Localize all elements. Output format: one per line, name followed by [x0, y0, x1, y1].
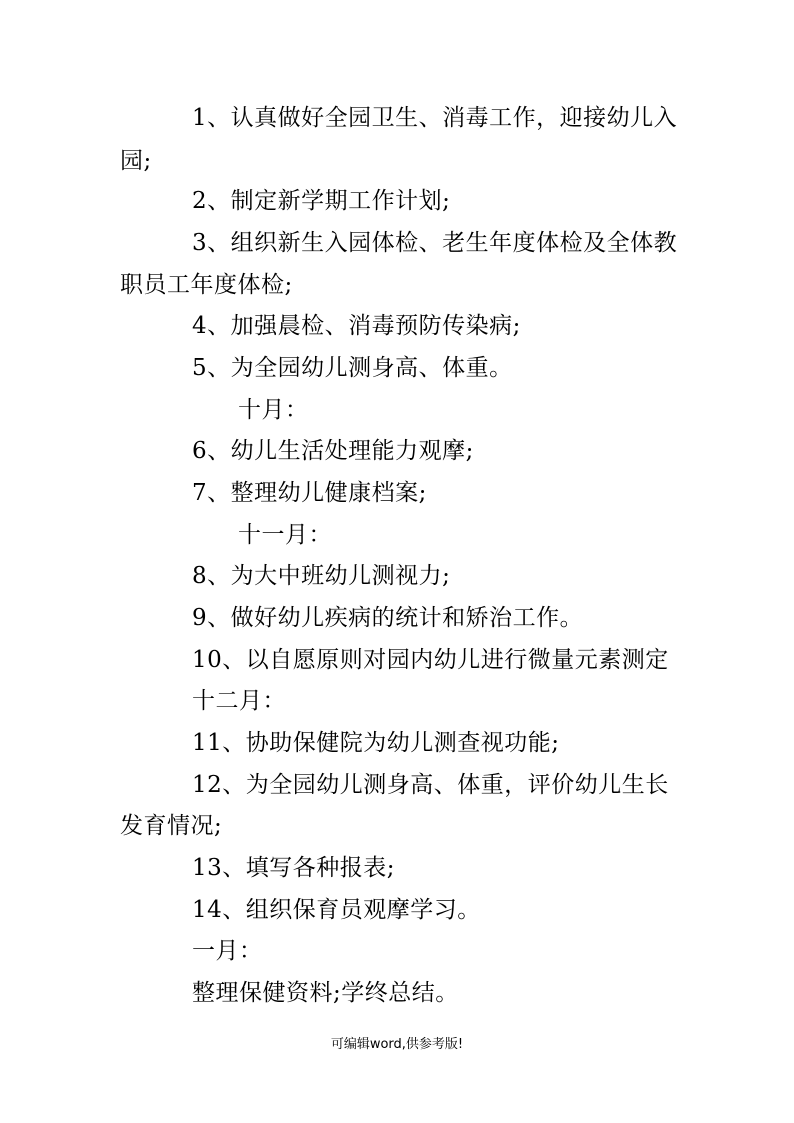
text-line-16: 11、协助保健院为幼儿测查视功能;: [192, 730, 560, 756]
text-line-3: 2、制定新学期工作计划;: [192, 188, 451, 214]
text-line-7: 5、为全园幼儿测身高、体重。: [192, 355, 513, 381]
text-line-17: 12、为全园幼儿测身高、体重，评价幼儿生长: [192, 772, 669, 798]
section-heading-october: 十月：: [238, 397, 309, 423]
text-line-20: 14、组织保育员观摩学习。: [192, 897, 481, 923]
text-line-9: 6、幼儿生活处理能力观摩;: [192, 438, 474, 464]
text-line-19: 13、填写各种报表;: [192, 855, 396, 881]
text-line-5: 职员工年度体检;: [120, 272, 293, 298]
text-line-22: 整理保健资料;学终总结。: [192, 980, 459, 1006]
text-line-6: 4、加强晨检、消毒预防传染病;: [192, 313, 521, 339]
text-line-12: 8、为大中班幼儿测视力;: [192, 563, 451, 589]
text-line-18: 发育情况;: [120, 813, 223, 839]
text-line-14: 10、以自愿原则对园内幼儿进行微量元素测定: [192, 647, 669, 673]
text-line-1: 1、认真做好全园卫生、消毒工作，迎接幼儿入: [192, 105, 678, 131]
text-line-2: 园;: [120, 148, 152, 174]
text-line-4: 3、组织新生入园体检、老生年度体检及全体教: [192, 230, 678, 256]
section-heading-december: 十二月：: [192, 688, 286, 714]
section-heading-november: 十一月：: [238, 522, 332, 548]
section-heading-january: 一月：: [192, 938, 263, 964]
text-line-13: 9、做好幼儿疾病的统计和矫治工作。: [192, 605, 584, 631]
page-footer: 可编辑word,供参考版!: [330, 1037, 464, 1052]
text-line-10: 7、整理幼儿健康档案;: [192, 480, 427, 506]
